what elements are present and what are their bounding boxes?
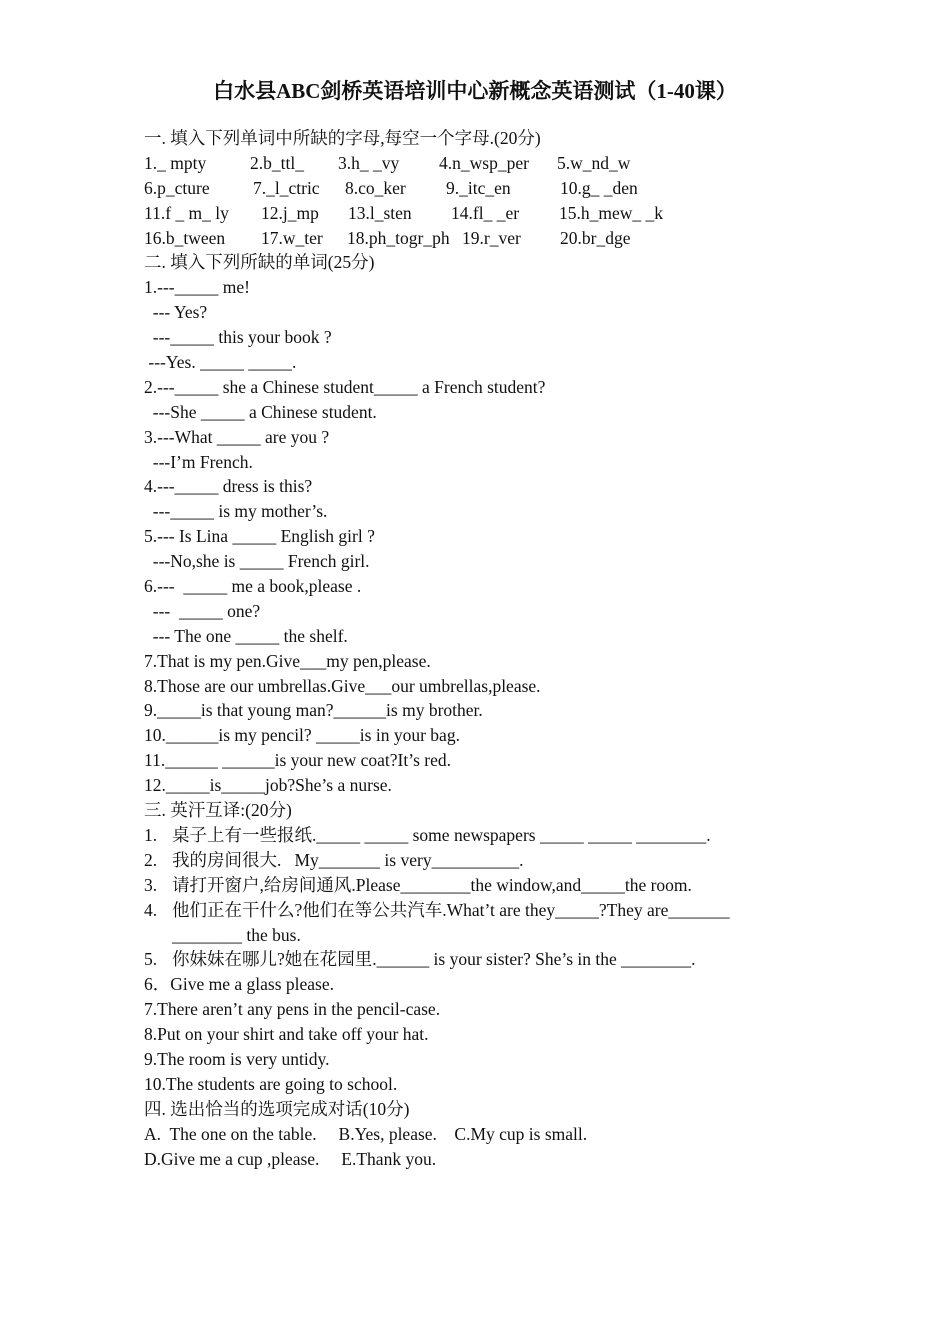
letter-item: 16.b_tween xyxy=(144,227,226,248)
translate-item xyxy=(144,873,844,898)
fill-line: 2.---_____ she a Chinese student_____ a French student? xyxy=(144,376,546,397)
letter-item: 6.p_cture xyxy=(144,177,210,198)
fill-line: ---_____ is my mother’s. xyxy=(144,501,328,522)
fill-line: 4.---_____ dress is this? xyxy=(144,476,313,497)
item-text: 桌子上有一些报纸._____ _____ some newspapers _____ _____ ________. xyxy=(172,824,711,845)
translate-line: 9.The room is very untidy. xyxy=(144,1048,330,1069)
item-text: ________ the bus. xyxy=(172,924,301,945)
translate-line: 6．Give me a glass please. xyxy=(144,974,335,995)
letter-item: 18.ph_togr_ph xyxy=(347,227,450,248)
item-number: 2. xyxy=(144,849,158,870)
section-1-heading: 一. 填入下列单词中所缺的字母,每空一个字母.(20分) xyxy=(144,128,541,148)
letter-item: 17.w_ter xyxy=(261,227,323,248)
letter-item: 8.co_ker xyxy=(345,177,406,198)
letter-item: 3.h_ _vy xyxy=(338,152,400,173)
fill-line: ---No,she is _____ French girl. xyxy=(144,551,370,572)
item-text: 我的房间很大. My_______ is very__________. xyxy=(172,849,524,870)
letter-item: 1._ mpty xyxy=(144,152,207,173)
option-line: D.Give me a cup ,please. E.Thank you. xyxy=(144,1148,437,1169)
fill-line: 3.---What _____ are you ? xyxy=(144,426,330,447)
fill-line: 5.--- Is Lina _____ English girl ? xyxy=(144,526,375,547)
item-number: 4. xyxy=(144,899,158,920)
fill-line: ---_____ this your book ? xyxy=(144,327,332,348)
letter-item: 5.w_nd_w xyxy=(557,152,631,173)
fill-line: --- _____ one? xyxy=(144,600,261,621)
fill-line: 11.______ ______is your new coat?It’s red. xyxy=(144,750,452,771)
fill-line: 6.--- _____ me a book,please . xyxy=(144,576,362,597)
letter-item: 9._itc_en xyxy=(446,177,511,198)
letter-item: 14.fl_ _er xyxy=(451,202,520,223)
translate-item xyxy=(144,848,844,873)
translate-line: 7.There aren’t any pens in the pencil-case. xyxy=(144,999,441,1020)
letter-item: 15.h_mew_ _k xyxy=(559,202,664,223)
item-text: 你妹妹在哪儿?她在花园里.______ is your sister? She’s in the ________. xyxy=(172,949,696,970)
letter-item: 7._l_ctric xyxy=(253,177,320,198)
translate-line: 10.The students are going to school. xyxy=(144,1073,398,1094)
fill-line: 9._____is that young man?______is my brother. xyxy=(144,700,483,721)
item-number: 5. xyxy=(144,949,158,970)
item-text: 他们正在干什么?他们在等公共汽车.What’t are they_____?They are_______ xyxy=(172,899,730,920)
letter-item: 19.r_ver xyxy=(462,227,521,248)
letter-item: 11.f _ m_ ly xyxy=(144,202,229,223)
fill-line: 1.---_____ me! xyxy=(144,277,250,298)
letter-row-2 xyxy=(144,176,844,201)
letter-row-1 xyxy=(144,151,844,176)
translate-line: 8.Put on your shirt and take off your hat. xyxy=(144,1024,429,1045)
option-line: A. The one on the table. B.Yes, please. C.My cup is small. xyxy=(144,1123,588,1144)
test-content xyxy=(144,126,844,1171)
fill-line: 7.That is my pen.Give___my pen,please. xyxy=(144,650,431,671)
translate-item xyxy=(144,947,844,972)
fill-line: --- Yes? xyxy=(144,302,208,323)
fill-line: ---I’m French. xyxy=(144,451,253,472)
fill-line: --- The one _____ the shelf. xyxy=(144,625,348,646)
fill-line: ---Yes. _____ _____. xyxy=(144,352,297,373)
translate-item xyxy=(144,823,844,848)
translate-item xyxy=(144,898,844,923)
fill-line: ---She _____ a Chinese student. xyxy=(144,401,377,422)
letter-row-4 xyxy=(144,226,844,251)
letter-item: 13.l_sten xyxy=(348,202,412,223)
item-number xyxy=(144,923,172,948)
section-4-heading: 四. 选出恰当的选项完成对话(10分) xyxy=(144,1098,410,1119)
fill-line: 8.Those are our umbrellas.Give___our umbrellas,please. xyxy=(144,675,541,696)
item-number: 3. xyxy=(144,874,158,895)
translate-item-continued xyxy=(144,923,844,948)
letter-row-3 xyxy=(144,201,844,226)
page-title: 白水县ABC剑桥英语培训中心新概念英语测试（1-40课） xyxy=(213,79,737,103)
item-text: 请打开窗户,给房间通风.Please________the window,and_____the room. xyxy=(172,874,692,895)
fill-line: 12._____is_____job?She’s a nurse. xyxy=(144,775,392,796)
letter-item: 10.g_ _den xyxy=(560,177,638,198)
item-number: 1. xyxy=(144,824,158,845)
letter-item: 20.br_dge xyxy=(560,227,631,248)
fill-line: 10.______is my pencil? _____is in your bag. xyxy=(144,725,460,746)
section-3-heading: 三. 英汗互译:(20分) xyxy=(144,800,292,821)
letter-item: 2.b_ttl_ xyxy=(250,152,304,173)
section-2-heading: 二. 填入下列所缺的单词(25分) xyxy=(144,252,375,273)
letter-item: 4.n_wsp_per xyxy=(439,152,529,173)
letter-item: 12.j_mp xyxy=(261,202,319,223)
